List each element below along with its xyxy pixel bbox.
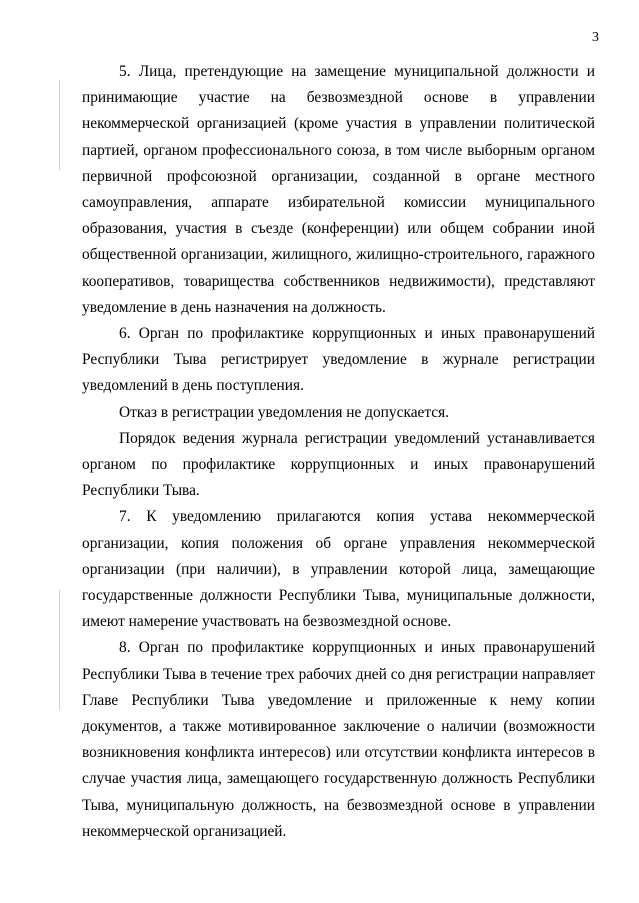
paragraph-6: 6. Орган по профилактике коррупционных и иных правонарушений Республики Тыва регистрирует уведомление в журнале регистрации уведомлений в день поступления. — [82, 325, 595, 395]
document-body — [82, 59, 595, 845]
scan-margin-mark — [59, 80, 60, 170]
scan-margin-mark — [59, 590, 60, 710]
paragraph-8: 8. Орган по профилактике коррупционных и иных правонарушений Республики Тыва в течение трех рабочих дней со дня регистрации направляет Главе Республики Тыва уведомление и приложенные к нему копии документов, а также мотивированное заключение о наличии (возможности возникновения конфликта интересов) или отсутствии конфликта интересов в случае участия лица, замещающего государственную должность Республики Тыва, муниципальную должность, на безвозмездной основе в управлении некоммерческой организацией. — [82, 639, 595, 840]
page-number: 3 — [592, 30, 599, 45]
paragraph-5: 5. Лица, претендующие на замещение муниципальной должности и принимающие участие на безвозмездной основе в управлении некоммерческой организацией (кроме участия в управлении политической партией, органом профессионального союза, в том числе выборным органом первичной профсоюзной организации, созданной в органе местного самоуправления, аппарате избирательной комиссии муниципального образования, участия в съезде (конференции) или общем собрании иной общественной организации, жилищного, жилищно-строительного, гаражного кооперативов, товарищества собственников недвижимости), представляют уведомление в день назначения на должность. — [82, 63, 595, 316]
paragraph-7: 7. К уведомлению прилагаются копия устава некоммерческой организации, копия положения об органе управления некоммерческой организации (при наличии), в управлении которой лица, замещающие государственные должности Республики Тыва, муниципальные должности, имеют намерение участвовать на безвозмездной основе. — [82, 508, 595, 631]
paragraph-journal-procedure: Порядок ведения журнала регистрации уведомлений устанавливается органом по профилактике коррупционных и иных правонарушений Республики Тыва. — [82, 429, 595, 500]
paragraph-refusal: Отказ в регистрации уведомления не допускается. — [119, 403, 450, 421]
